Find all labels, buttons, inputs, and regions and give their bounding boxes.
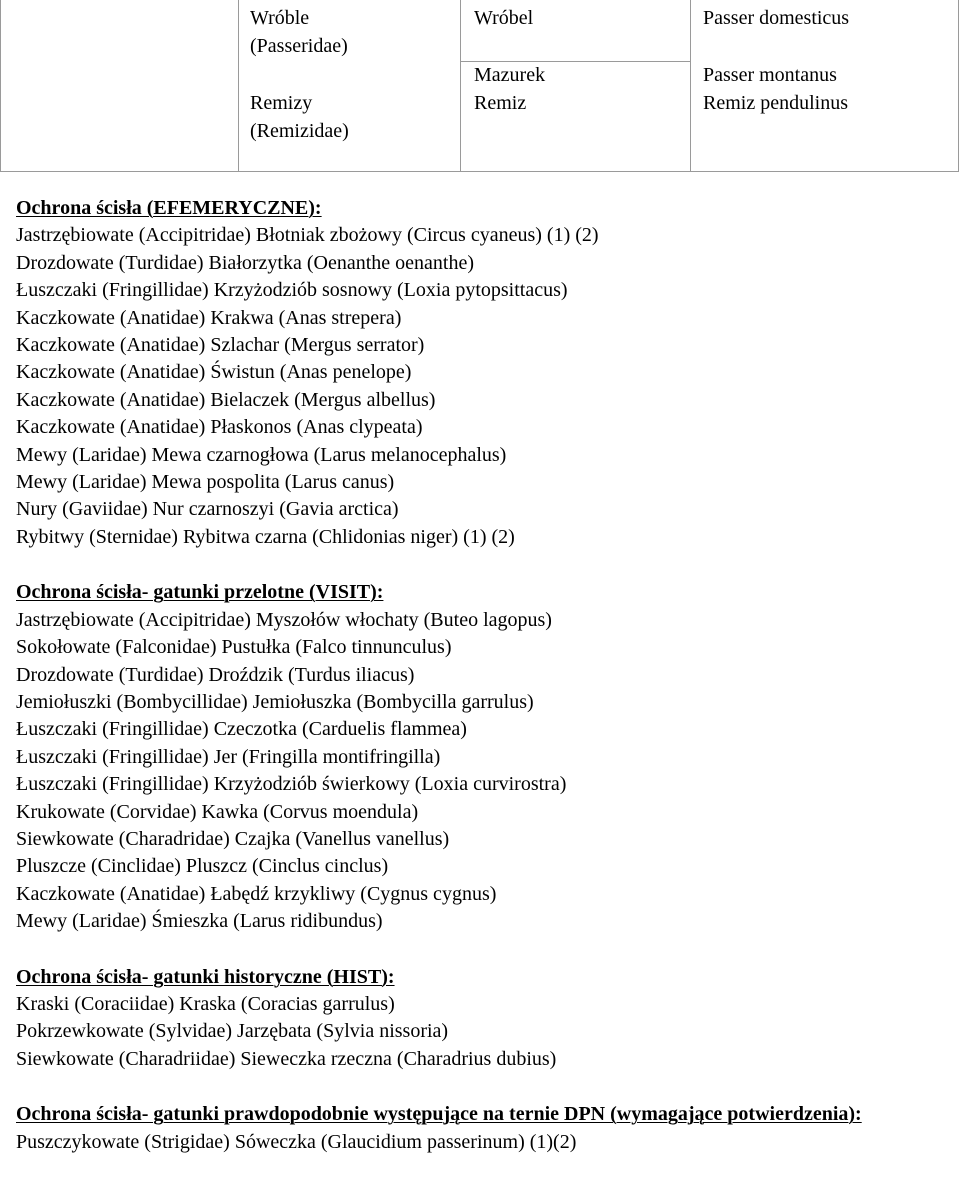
section-probable bbox=[16, 1101, 946, 1156]
table-family-name: Wróble bbox=[250, 7, 310, 29]
table-family-latin: (Remizidae) bbox=[250, 120, 349, 142]
table-species-polish: Wróbel bbox=[474, 7, 534, 29]
section-title: Ochrona ścisła- gatunki przelotne (VISIT): bbox=[16, 581, 384, 604]
table-species-latin: Remiz pendulinus bbox=[703, 92, 848, 114]
table-column-divider bbox=[690, 0, 691, 171]
table-family-latin: (Passeridae) bbox=[250, 35, 348, 57]
list-item: Kaczkowate (Anatidae) Bielaczek (Mergus albellus) bbox=[16, 388, 436, 411]
list-item: Kraski (Coraciidae) Kraska (Coracias garrulus) bbox=[16, 992, 395, 1015]
list-item: Pluszcze (Cinclidae) Pluszcz (Cinclus cinclus) bbox=[16, 855, 389, 878]
list-item: Nury (Gaviidae) Nur czarnoszyi (Gavia arctica) bbox=[16, 498, 399, 521]
list-item: Jastrzębiowate (Accipitridae) Myszołów włochaty (Buteo lagopus) bbox=[16, 608, 552, 631]
section-title: Ochrona ścisła (EFEMERYCZNE): bbox=[16, 197, 322, 219]
table-border-left bbox=[0, 0, 1, 171]
list-item: Sokołowate (Falconidae) Pustułka (Falco tinnunculus) bbox=[16, 636, 452, 659]
table-species-latin: Passer montanus bbox=[703, 64, 837, 86]
list-item: Łuszczaki (Fringillidae) Krzyżodziób świerkowy (Loxia curvirostra) bbox=[16, 773, 567, 796]
list-item: Drozdowate (Turdidae) Białorzytka (Oenanthe oenanthe) bbox=[16, 251, 474, 274]
list-item: Siewkowate (Charadridae) Czajka (Vanellus vanellus) bbox=[16, 827, 450, 850]
list-item: Jemiołuszki (Bombycillidae) Jemiołuszka (Bombycilla garrulus) bbox=[16, 690, 534, 713]
list-item: Kaczkowate (Anatidae) Szlachar (Mergus serrator) bbox=[16, 334, 425, 357]
list-item: Rybitwy (Sternidae) Rybitwa czarna (Chlidonias niger) (1) (2) bbox=[16, 525, 515, 548]
list-item: Kaczkowate (Anatidae) Płaskonos (Anas clypeata) bbox=[16, 416, 423, 439]
list-item: Siewkowate (Charadriidae) Sieweczka rzeczna (Charadrius dubius) bbox=[16, 1047, 557, 1070]
list-item: Mewy (Laridae) Śmieszka (Larus ridibundus) bbox=[16, 910, 383, 933]
list-item: Puszczykowate (Strigidae) Sóweczka (Glaucidium passerinum) (1)(2) bbox=[16, 1130, 577, 1153]
list-item: Drozdowate (Turdidae) Droździk (Turdus iliacus) bbox=[16, 663, 415, 686]
table-column-divider bbox=[460, 0, 461, 171]
section-visit bbox=[16, 579, 946, 935]
table-species-polish: Mazurek bbox=[474, 64, 546, 86]
species-table bbox=[0, 0, 959, 172]
list-item: Jastrzębiowate (Accipitridae) Błotniak zbożowy (Circus cyaneus) (1) (2) bbox=[16, 224, 599, 247]
section-title: Ochrona ścisła- gatunki prawdopodobnie występujące na ternie DPN (wymagające potwierdzenia): bbox=[16, 1103, 862, 1126]
list-item: Krukowate (Corvidae) Kawka (Corvus moendula) bbox=[16, 800, 419, 823]
section-hist bbox=[16, 964, 946, 1074]
list-item: Kaczkowate (Anatidae) Łabędź krzykliwy (Cygnus cygnus) bbox=[16, 882, 497, 905]
table-species-latin: Passer domesticus bbox=[703, 7, 850, 29]
table-column-divider bbox=[238, 0, 239, 171]
list-item: Mewy (Laridae) Mewa czarnogłowa (Larus melanocephalus) bbox=[16, 443, 507, 466]
list-item: Pokrzewkowate (Sylvidae) Jarzębata (Sylvia nissoria) bbox=[16, 1020, 449, 1043]
table-species-polish: Remiz bbox=[474, 92, 527, 114]
list-item: Łuszczaki (Fringillidae) Jer (Fringilla montifringilla) bbox=[16, 745, 441, 768]
list-item: Kaczkowate (Anatidae) Krakwa (Anas strepera) bbox=[16, 306, 402, 329]
list-item: Łuszczaki (Fringillidae) Czeczotka (Carduelis flammea) bbox=[16, 718, 467, 741]
species-lists bbox=[16, 195, 946, 1184]
list-item: Mewy (Laridae) Mewa pospolita (Larus canus) bbox=[16, 471, 395, 494]
table-family-name: Remizy bbox=[250, 92, 313, 114]
list-item: Kaczkowate (Anatidae) Świstun (Anas penelope) bbox=[16, 361, 412, 384]
section-efemeryczne bbox=[16, 195, 946, 551]
section-title: Ochrona ścisła- gatunki historyczne (HIST): bbox=[16, 965, 395, 988]
list-item: Łuszczaki (Fringillidae) Krzyżodziób sosnowy (Loxia pytopsittacus) bbox=[16, 279, 568, 302]
